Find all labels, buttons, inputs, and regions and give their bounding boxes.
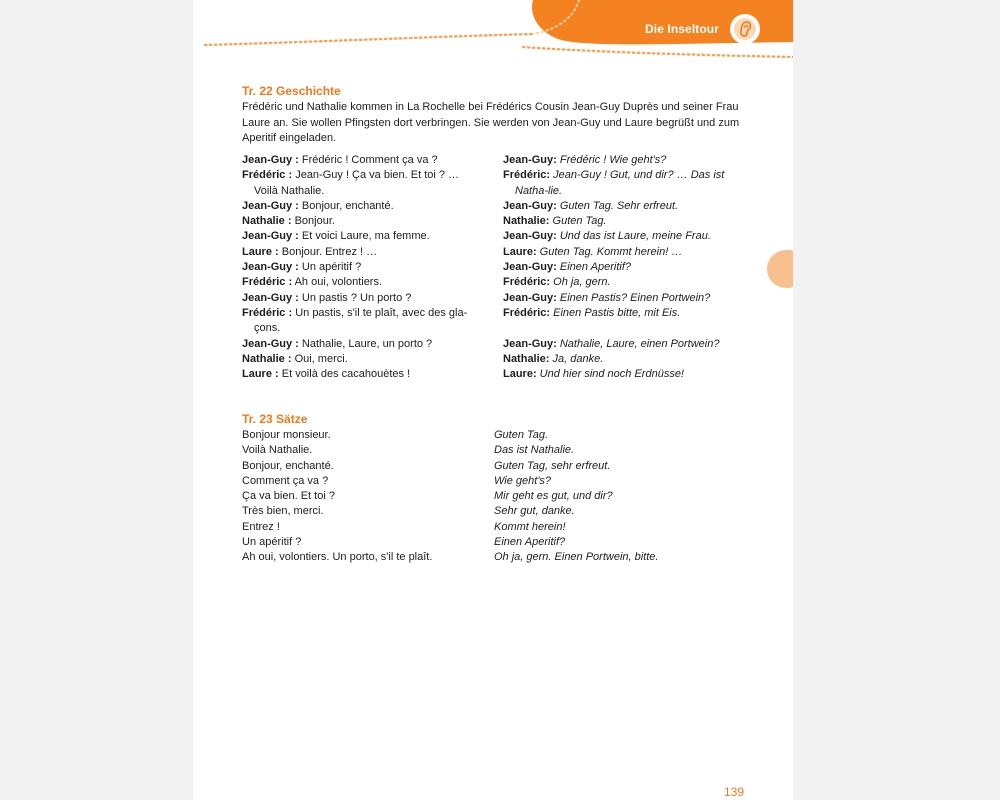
speaker-name: Jean-Guy : — [242, 154, 299, 166]
side-tab-marker — [767, 250, 793, 288]
line-text: Einen Pastis? Einen Portwein? — [556, 291, 711, 304]
dialogue-de-line — [503, 199, 753, 214]
speaker-name: Frédéric : — [242, 276, 293, 289]
line-text: Bonjour, enchanté. — [298, 199, 394, 212]
line-text: Ja, danke. — [549, 352, 604, 365]
line-text: Et voilà des cacahouètes ! — [278, 368, 411, 381]
dialogue-fr-line — [242, 337, 482, 352]
line-text: Guten Tag. Kommt herein! … — [536, 245, 683, 258]
sentence-fr: Voilà Nathalie. — [242, 444, 313, 457]
speaker-name: Jean-Guy : — [242, 261, 299, 274]
line-text: Jean-Guy ! Ça va bien. Et toi ? … Voilà Nathalie. — [254, 169, 460, 197]
speaker-name: Frédéric: — [503, 276, 551, 289]
dialogue-de-line — [503, 245, 753, 260]
line-text: Einen Pastis bitte, mit Eis. — [550, 306, 681, 319]
line-text: Un pastis, s'il te plaît, avec des gla-çons. — [254, 306, 468, 335]
ear-badge — [730, 14, 760, 44]
speaker-name: Nathalie : — [242, 215, 292, 228]
line-text: Frédéric ! Comment ça va ? — [298, 154, 438, 166]
speaker-name: Jean-Guy: — [503, 291, 557, 304]
speaker-name: Laure : — [242, 245, 279, 258]
speaker-name: Jean-Guy: — [503, 199, 557, 212]
dialogue-fr-line — [242, 245, 482, 260]
speaker-name: Jean-Guy : — [242, 199, 299, 212]
line-text: Oui, merci. — [291, 352, 348, 365]
track23-title: Tr. 23 Sätze — [242, 412, 308, 426]
line-text: Und hier sind noch Erdnüsse! — [536, 368, 684, 381]
sentence-de: Kommt herein! — [494, 520, 566, 533]
dialogue-fr-line — [242, 260, 482, 275]
line-text: Un apéritif ? — [298, 261, 362, 274]
sentence-fr: Entrez ! — [242, 520, 280, 533]
speaker-name: Frédéric : — [242, 306, 293, 319]
speaker-name: Frédéric : — [242, 169, 293, 182]
sentence-de: Oh ja, gern. Einen Portwein, bitte. — [494, 551, 659, 564]
speaker-name: Jean-Guy : — [242, 337, 299, 350]
sentence-de: Guten Tag, sehr erfreut. — [494, 459, 611, 472]
dialogue-fr-line — [242, 168, 482, 199]
line-text: Guten Tag. Sehr erfreut. — [556, 199, 679, 212]
dialogue-fr-line — [242, 229, 482, 244]
speaker-name: Laure : — [242, 368, 279, 381]
line-text: Bonjour. — [291, 215, 335, 228]
book-page — [193, 0, 793, 800]
sentence-de: Das ist Nathalie. — [494, 444, 575, 457]
line-text: Frédéric ! Wie geht's? — [556, 154, 667, 166]
sentences-german — [494, 428, 744, 566]
sentence-de: Einen Aperitif? — [494, 536, 566, 549]
sentence-de: Guten Tag. — [494, 429, 549, 441]
sentence-fr: Bonjour monsieur. — [242, 429, 331, 441]
speaker-name: Nathalie : — [242, 352, 292, 365]
speaker-name: Jean-Guy: — [503, 230, 557, 243]
sentence-de: Mir geht es gut, und dir? — [494, 490, 613, 503]
dialogue-fr-line — [242, 367, 482, 382]
line-text: Nathalie, Laure, un porto ? — [298, 337, 433, 350]
dialogue-de-line — [503, 168, 753, 199]
dialogue-fr-line — [242, 306, 482, 337]
dialogue-french — [242, 153, 482, 382]
sentence-fr: Très bien, merci. — [242, 505, 324, 518]
line-text: Ah oui, volontiers. — [292, 276, 383, 289]
sentence-fr: Un apéritif ? — [242, 536, 302, 549]
speaker-name: Frédéric: — [503, 169, 551, 182]
dialogue-de-line — [503, 275, 753, 290]
page-number: 139 — [724, 785, 745, 799]
speaker-name: Jean-Guy: — [503, 261, 557, 274]
dialogue-de-line — [503, 352, 753, 367]
dialogue-fr-line — [242, 199, 482, 214]
sentence-fr: Comment ça va ? — [242, 474, 329, 487]
speaker-name: Laure: — [503, 368, 537, 381]
ear-icon — [730, 14, 760, 44]
dialogue-de-line — [503, 321, 753, 336]
dialogue-de-line — [503, 367, 753, 382]
line-text: Bonjour. Entrez ! … — [278, 245, 378, 258]
speaker-name: Nathalie: — [503, 352, 550, 365]
sentences-french — [242, 428, 482, 566]
dialogue-de-line — [503, 229, 753, 244]
line-text: Oh ja, gern. — [550, 276, 611, 289]
sentence-fr: Bonjour, enchanté. — [242, 459, 334, 472]
speaker-name: Frédéric: — [503, 306, 551, 319]
sentence-fr: Ça va bien. Et toi ? — [242, 490, 335, 503]
dialogue-fr-line — [242, 214, 482, 229]
speaker-name: Jean-Guy: — [503, 337, 557, 350]
line-text: Guten Tag. — [549, 215, 607, 228]
dialogue-de-line — [503, 260, 753, 275]
track22-intro: Frédéric und Nathalie kommen in La Rochelle bei Frédérics Cousin Jean-Guy Duprès und seiner Frau Laure an. Sie wollen Pfingsten dort verbringen. Sie werden von Jean-Guy und Laure begrüßt und zum Aperitif eingeladen. — [242, 101, 740, 144]
line-text: Jean-Guy ! Gut, und dir? … Das ist Natha-lie. — [515, 169, 725, 197]
dialogue-de-line — [503, 306, 753, 321]
dialogue-de-line — [503, 291, 753, 306]
speaker-name: Nathalie: — [503, 215, 550, 228]
line-text: Un pastis ? Un porto ? — [298, 291, 412, 304]
dialogue-fr-line — [242, 352, 482, 367]
dialogue-fr-line — [242, 291, 482, 306]
dialogue-fr-line — [242, 153, 482, 168]
line-text: Nathalie, Laure, einen Portwein? — [556, 337, 720, 350]
dialogue-fr-line — [242, 275, 482, 290]
speaker-name: Jean-Guy : — [242, 230, 299, 243]
speaker-name: Jean-Guy : — [242, 291, 299, 304]
track22-title: Tr. 22 Geschichte — [242, 84, 341, 98]
sentence-fr: Ah oui, volontiers. Un porto, s'il te plaît. — [242, 551, 433, 564]
section-label: Die Inseltour — [645, 22, 719, 36]
dialogue-de-line — [503, 214, 753, 229]
line-text: Einen Aperitif? — [556, 261, 631, 274]
dialogue-de-line — [503, 153, 753, 168]
line-text: Und das ist Laure, meine Frau. — [556, 230, 711, 243]
line-text: Et voici Laure, ma femme. — [298, 230, 430, 243]
sentence-de: Sehr gut, danke. — [494, 505, 575, 518]
speaker-name: Jean-Guy: — [503, 154, 557, 166]
speaker-name: Laure: — [503, 245, 537, 258]
dialogue-german — [503, 153, 753, 382]
sentence-de: Wie geht's? — [494, 474, 552, 487]
dialogue-de-line — [503, 337, 753, 352]
